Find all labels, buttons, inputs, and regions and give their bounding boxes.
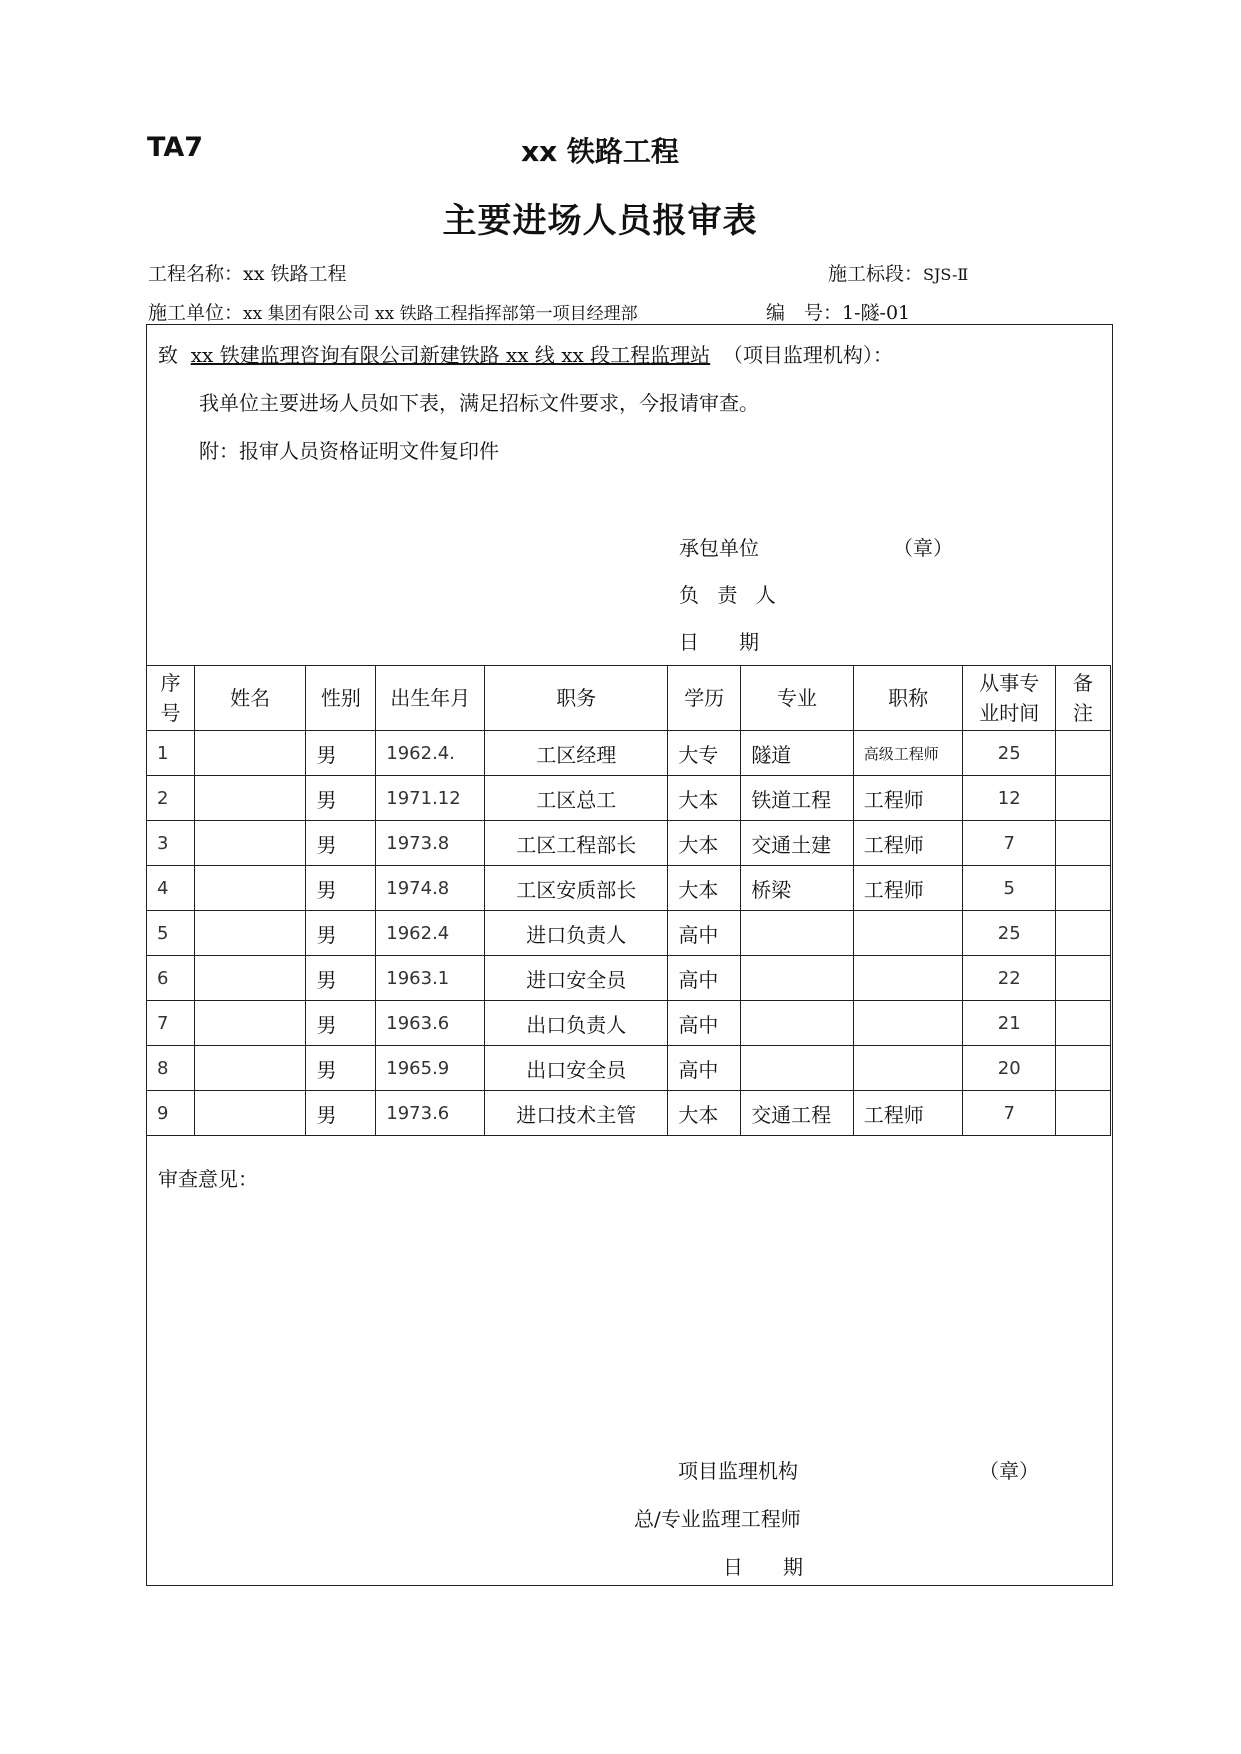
cell-name [194, 1091, 306, 1136]
cell-education: 高中 [668, 911, 741, 956]
header-experience [963, 666, 1056, 731]
cell-name [194, 1046, 306, 1091]
cell-remarks [1056, 1091, 1111, 1136]
cell-position: 出口安全员 [485, 1046, 668, 1091]
header-remarks-text: 备 注 [1073, 671, 1094, 725]
table-row [147, 911, 1111, 956]
table-row [147, 776, 1111, 821]
contractor-unit-label: 承包单位 [679, 536, 759, 560]
table-row [147, 866, 1111, 911]
cell-position: 进口安全员 [485, 956, 668, 1001]
header-education: 学历 [668, 666, 741, 731]
cell-position: 工区经理 [485, 731, 668, 776]
serial-value: 1-隧-01 [842, 302, 911, 324]
address-suffix: （项目监理机构）： [722, 343, 893, 367]
cell-title: 工程师 [853, 1091, 963, 1136]
cell-serial: 9 [147, 1091, 195, 1136]
cell-title [853, 1046, 963, 1091]
header-title: 职称 [853, 666, 963, 731]
cell-position: 工区总工 [485, 776, 668, 821]
header-position: 职务 [485, 666, 668, 731]
contractor-field [148, 298, 638, 325]
cell-remarks [1056, 731, 1111, 776]
cell-serial: 7 [147, 1001, 195, 1046]
table-header-row [147, 666, 1111, 731]
cell-experience: 25 [963, 731, 1056, 776]
header-major: 专业 [741, 666, 854, 731]
cell-name [194, 911, 306, 956]
header-birth: 出生年月 [376, 666, 485, 731]
cell-position: 工区工程部长 [485, 821, 668, 866]
cell-major: 桥梁 [741, 866, 854, 911]
cell-experience: 12 [963, 776, 1056, 821]
cell-birth: 1973.6 [376, 1091, 485, 1136]
cell-education: 大本 [668, 776, 741, 821]
review-opinion-label: 审查意见： [158, 1167, 258, 1191]
recipient-name: xx 铁建监理咨询有限公司新建铁路 xx 线 xx 段工程监理站 [190, 343, 711, 367]
cell-title [853, 956, 963, 1001]
table-row [147, 821, 1111, 866]
cell-gender: 男 [306, 776, 376, 821]
table-row [147, 1091, 1111, 1136]
application-section [147, 325, 1112, 665]
header-gender: 性别 [306, 666, 376, 731]
cell-serial: 4 [147, 866, 195, 911]
cell-education: 大本 [668, 866, 741, 911]
cell-birth: 1974.8 [376, 866, 485, 911]
section-value: SJS-Ⅱ [923, 265, 969, 284]
cell-education: 大本 [668, 1091, 741, 1136]
table-row [147, 731, 1111, 776]
cell-name [194, 731, 306, 776]
cell-position: 出口负责人 [485, 1001, 668, 1046]
section-label: 施工标段： [828, 263, 924, 285]
cell-education: 高中 [668, 1046, 741, 1091]
header-name: 姓名 [194, 666, 306, 731]
cell-remarks [1056, 866, 1111, 911]
attachment-text: 附：报审人员资格证明文件复印件 [199, 439, 499, 463]
cell-name [194, 956, 306, 1001]
contractor-value: xx 集团有限公司 xx 铁路工程指挥部第一项目经理部 [243, 304, 638, 324]
cell-education: 高中 [668, 1001, 741, 1046]
address-prefix: 致 [158, 343, 178, 367]
cell-title: 工程师 [853, 821, 963, 866]
cell-remarks [1056, 956, 1111, 1001]
cell-remarks [1056, 911, 1111, 956]
cell-remarks [1056, 1046, 1111, 1091]
supervision-org-label: 项目监理机构 [678, 1459, 798, 1483]
project-name-value: xx 铁路工程 [243, 263, 347, 285]
cell-title: 高级工程师 [853, 731, 963, 776]
cell-major [741, 1001, 854, 1046]
address-line [158, 339, 893, 368]
cell-serial: 8 [147, 1046, 195, 1091]
cell-experience: 25 [963, 911, 1056, 956]
cell-gender: 男 [306, 1001, 376, 1046]
form-title: 主要进场人员报审表 [442, 201, 758, 241]
cell-name [194, 1001, 306, 1046]
cell-serial: 2 [147, 776, 195, 821]
contractor-seal-label: （章） [893, 536, 953, 560]
cell-gender: 男 [306, 866, 376, 911]
cell-gender: 男 [306, 911, 376, 956]
cell-gender: 男 [306, 956, 376, 1001]
cell-birth: 1963.6 [376, 1001, 485, 1046]
form-frame [146, 324, 1113, 1586]
cell-serial: 5 [147, 911, 195, 956]
contractor-label: 施工单位： [148, 302, 244, 324]
cell-birth: 1963.1 [376, 956, 485, 1001]
cell-major: 交通土建 [741, 821, 854, 866]
cell-title [853, 1001, 963, 1046]
header-experience-text: 从事专 业时间 [979, 671, 1040, 725]
cell-position: 进口技术主管 [485, 1091, 668, 1136]
cell-title: 工程师 [853, 866, 963, 911]
cell-serial: 1 [147, 731, 195, 776]
responsible-person-label: 负 责 人 [679, 583, 782, 607]
cell-experience: 22 [963, 956, 1056, 1001]
cell-education: 大本 [668, 821, 741, 866]
cell-remarks [1056, 776, 1111, 821]
cell-experience: 7 [963, 821, 1056, 866]
cell-title: 工程师 [853, 776, 963, 821]
cell-birth: 1973.8 [376, 821, 485, 866]
cell-remarks [1056, 821, 1111, 866]
cell-major [741, 1046, 854, 1091]
project-heading: xx 铁路工程 [521, 135, 679, 168]
contractor-date-label: 日 期 [679, 630, 759, 654]
cell-major [741, 911, 854, 956]
cell-experience: 21 [963, 1001, 1056, 1046]
cell-name [194, 866, 306, 911]
cell-remarks [1056, 1001, 1111, 1046]
project-name-field [148, 259, 347, 286]
cell-name [194, 821, 306, 866]
cell-experience: 7 [963, 1091, 1056, 1136]
cell-position: 工区安质部长 [485, 866, 668, 911]
cell-experience: 20 [963, 1046, 1056, 1091]
cell-title [853, 911, 963, 956]
cell-position: 进口负责人 [485, 911, 668, 956]
supervision-engineer-label: 总/专业监理工程师 [634, 1507, 801, 1531]
cell-birth: 1962.4 [376, 911, 485, 956]
cell-gender: 男 [306, 821, 376, 866]
cell-birth: 1965.9 [376, 1046, 485, 1091]
staff-table [146, 665, 1111, 1136]
project-name-label: 工程名称： [148, 263, 244, 285]
cell-birth: 1962.4. [376, 731, 485, 776]
cell-birth: 1971.12 [376, 776, 485, 821]
table-row [147, 1001, 1111, 1046]
serial-field [766, 298, 910, 325]
cell-name [194, 776, 306, 821]
supervision-date-label: 日 期 [723, 1555, 803, 1579]
cell-major: 铁道工程 [741, 776, 854, 821]
cell-serial: 6 [147, 956, 195, 1001]
cell-major: 隧道 [741, 731, 854, 776]
cell-gender: 男 [306, 731, 376, 776]
cell-education: 大专 [668, 731, 741, 776]
cell-experience: 5 [963, 866, 1056, 911]
header-serial [147, 666, 195, 731]
table-row [147, 956, 1111, 1001]
section-field [828, 259, 968, 286]
header-remarks [1056, 666, 1111, 731]
serial-label: 编 号： [766, 302, 843, 324]
cell-education: 高中 [668, 956, 741, 1001]
cell-gender: 男 [306, 1091, 376, 1136]
cell-major [741, 956, 854, 1001]
statement-text: 我单位主要进场人员如下表，满足招标文件要求，今报请审查。 [199, 391, 759, 415]
cell-major: 交通工程 [741, 1091, 854, 1136]
cell-serial: 3 [147, 821, 195, 866]
header-serial-text: 序 号 [160, 671, 181, 725]
cell-gender: 男 [306, 1046, 376, 1091]
form-code: TA7 [147, 132, 204, 163]
supervision-seal-label: （章） [979, 1459, 1039, 1483]
table-row [147, 1046, 1111, 1091]
